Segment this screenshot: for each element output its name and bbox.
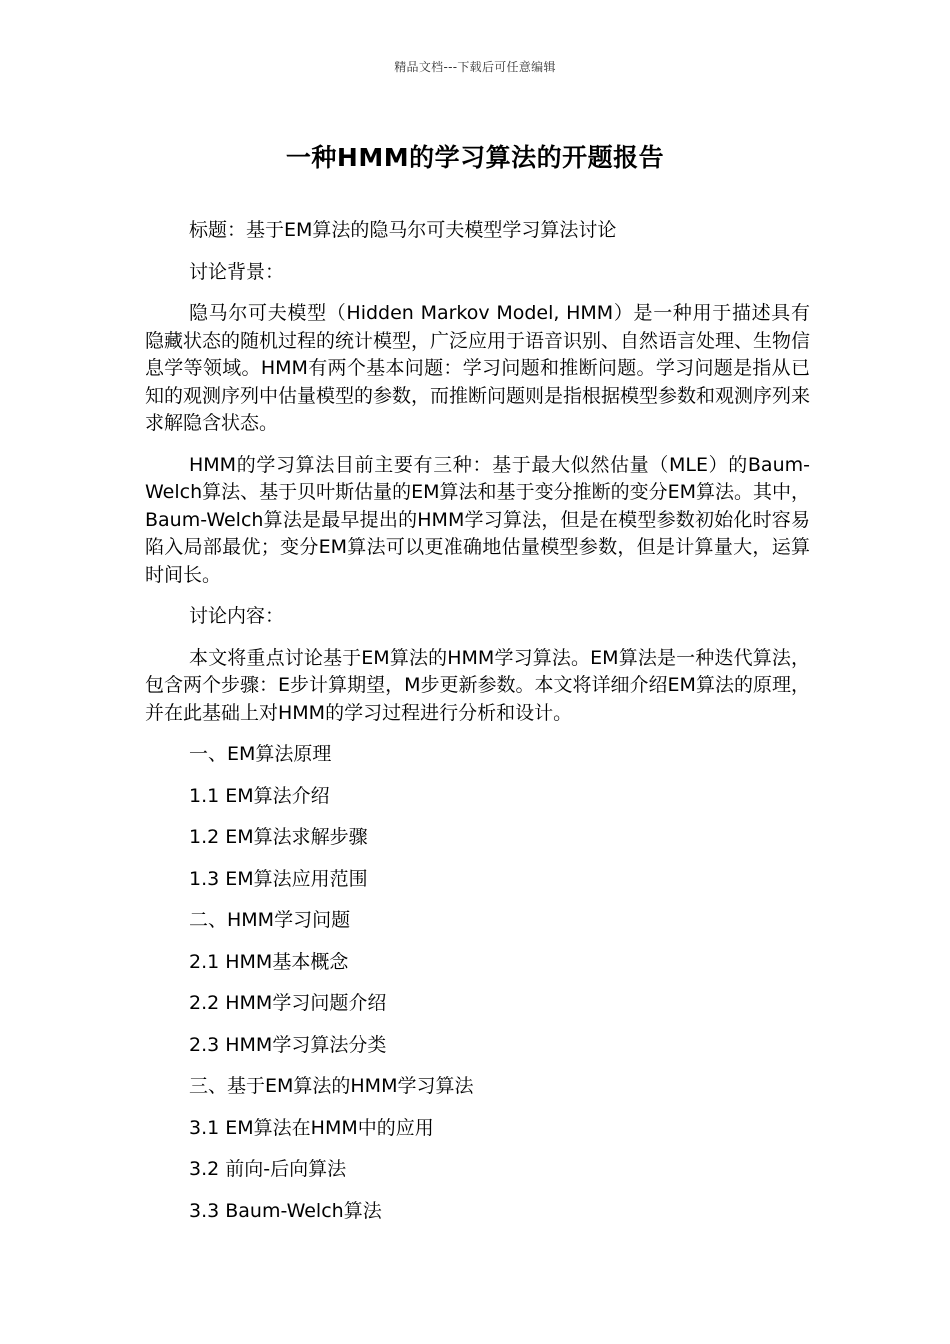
document-body bbox=[145, 217, 810, 1239]
background-paragraph-2: HMM的学习算法目前主要有三种：基于最大似然估量（MLE）的Baum-Welch算法、基于贝叶斯估量的EM算法和基于变分推断的变分EM算法。其中，Baum-Welch算法是最早提出的HMM学习算法，但是在模型参数初始化时容易陷入局部最优；变分EM算法可以更准确地估量模型参数，但是计算量大，运算时间长。 bbox=[145, 453, 810, 586]
outline-section-1: 一、EM算法原理 bbox=[189, 743, 332, 765]
content-heading: 讨论内容： bbox=[189, 605, 285, 627]
outline-item-2-1: 2.1 HMM基本概念 bbox=[189, 950, 349, 973]
outline-item-2-2: 2.2 HMM学习问题介绍 bbox=[189, 992, 387, 1014]
background-paragraph-1: 隐马尔可夫模型（Hidden Markov Model, HMM）是一种用于描述具有隐藏状态的随机过程的统计模型，广泛应用于语音识别、自然语言处理、生物信息学等领域。HMM有两个基本问题：学习问题和推断问题。学习问题是指从已知的观测序列中估量模型的参数，而推断问题则是指根据模型参数和观测序列来求解隐含状态。 bbox=[145, 302, 811, 434]
outline-item-1-3: 1.3 EM算法应用范围 bbox=[189, 867, 368, 890]
page-header-watermark: 精品文档---下载后可任意编辑 bbox=[394, 60, 556, 74]
outline-section-2: 二、HMM学习问题 bbox=[189, 909, 351, 931]
outline-item-1-2: 1.2 EM算法求解步骤 bbox=[189, 826, 368, 848]
outline-item-3-1: 3.1 EM算法在HMM中的应用 bbox=[189, 1116, 434, 1139]
content-paragraph: 本文将重点讨论基于EM算法的HMM学习算法。EM算法是一种迭代算法，包含两个步骤：E步计算期望，M步更新参数。本文将详细介绍EM算法的原理，并在此基础上对HMM的学习过程进行分析和设计。 bbox=[145, 646, 810, 724]
outline-item-3-3: 3.3 Baum-Welch算法 bbox=[189, 1199, 382, 1222]
outline-section-3: 三、基于EM算法的HMM学习算法 bbox=[189, 1075, 474, 1097]
document-title: 一种HMM的学习算法的开题报告 bbox=[285, 143, 665, 172]
outline-item-1-1: 1.1 EM算法介绍 bbox=[189, 784, 330, 807]
outline-item-3-2: 3.2 前向-后向算法 bbox=[189, 1158, 347, 1180]
background-heading: 讨论背景： bbox=[189, 260, 285, 283]
outline-item-2-3: 2.3 HMM学习算法分类 bbox=[189, 1033, 387, 1056]
subject-line: 标题：基于EM算法的隐马尔可夫模型学习算法讨论 bbox=[189, 219, 617, 241]
